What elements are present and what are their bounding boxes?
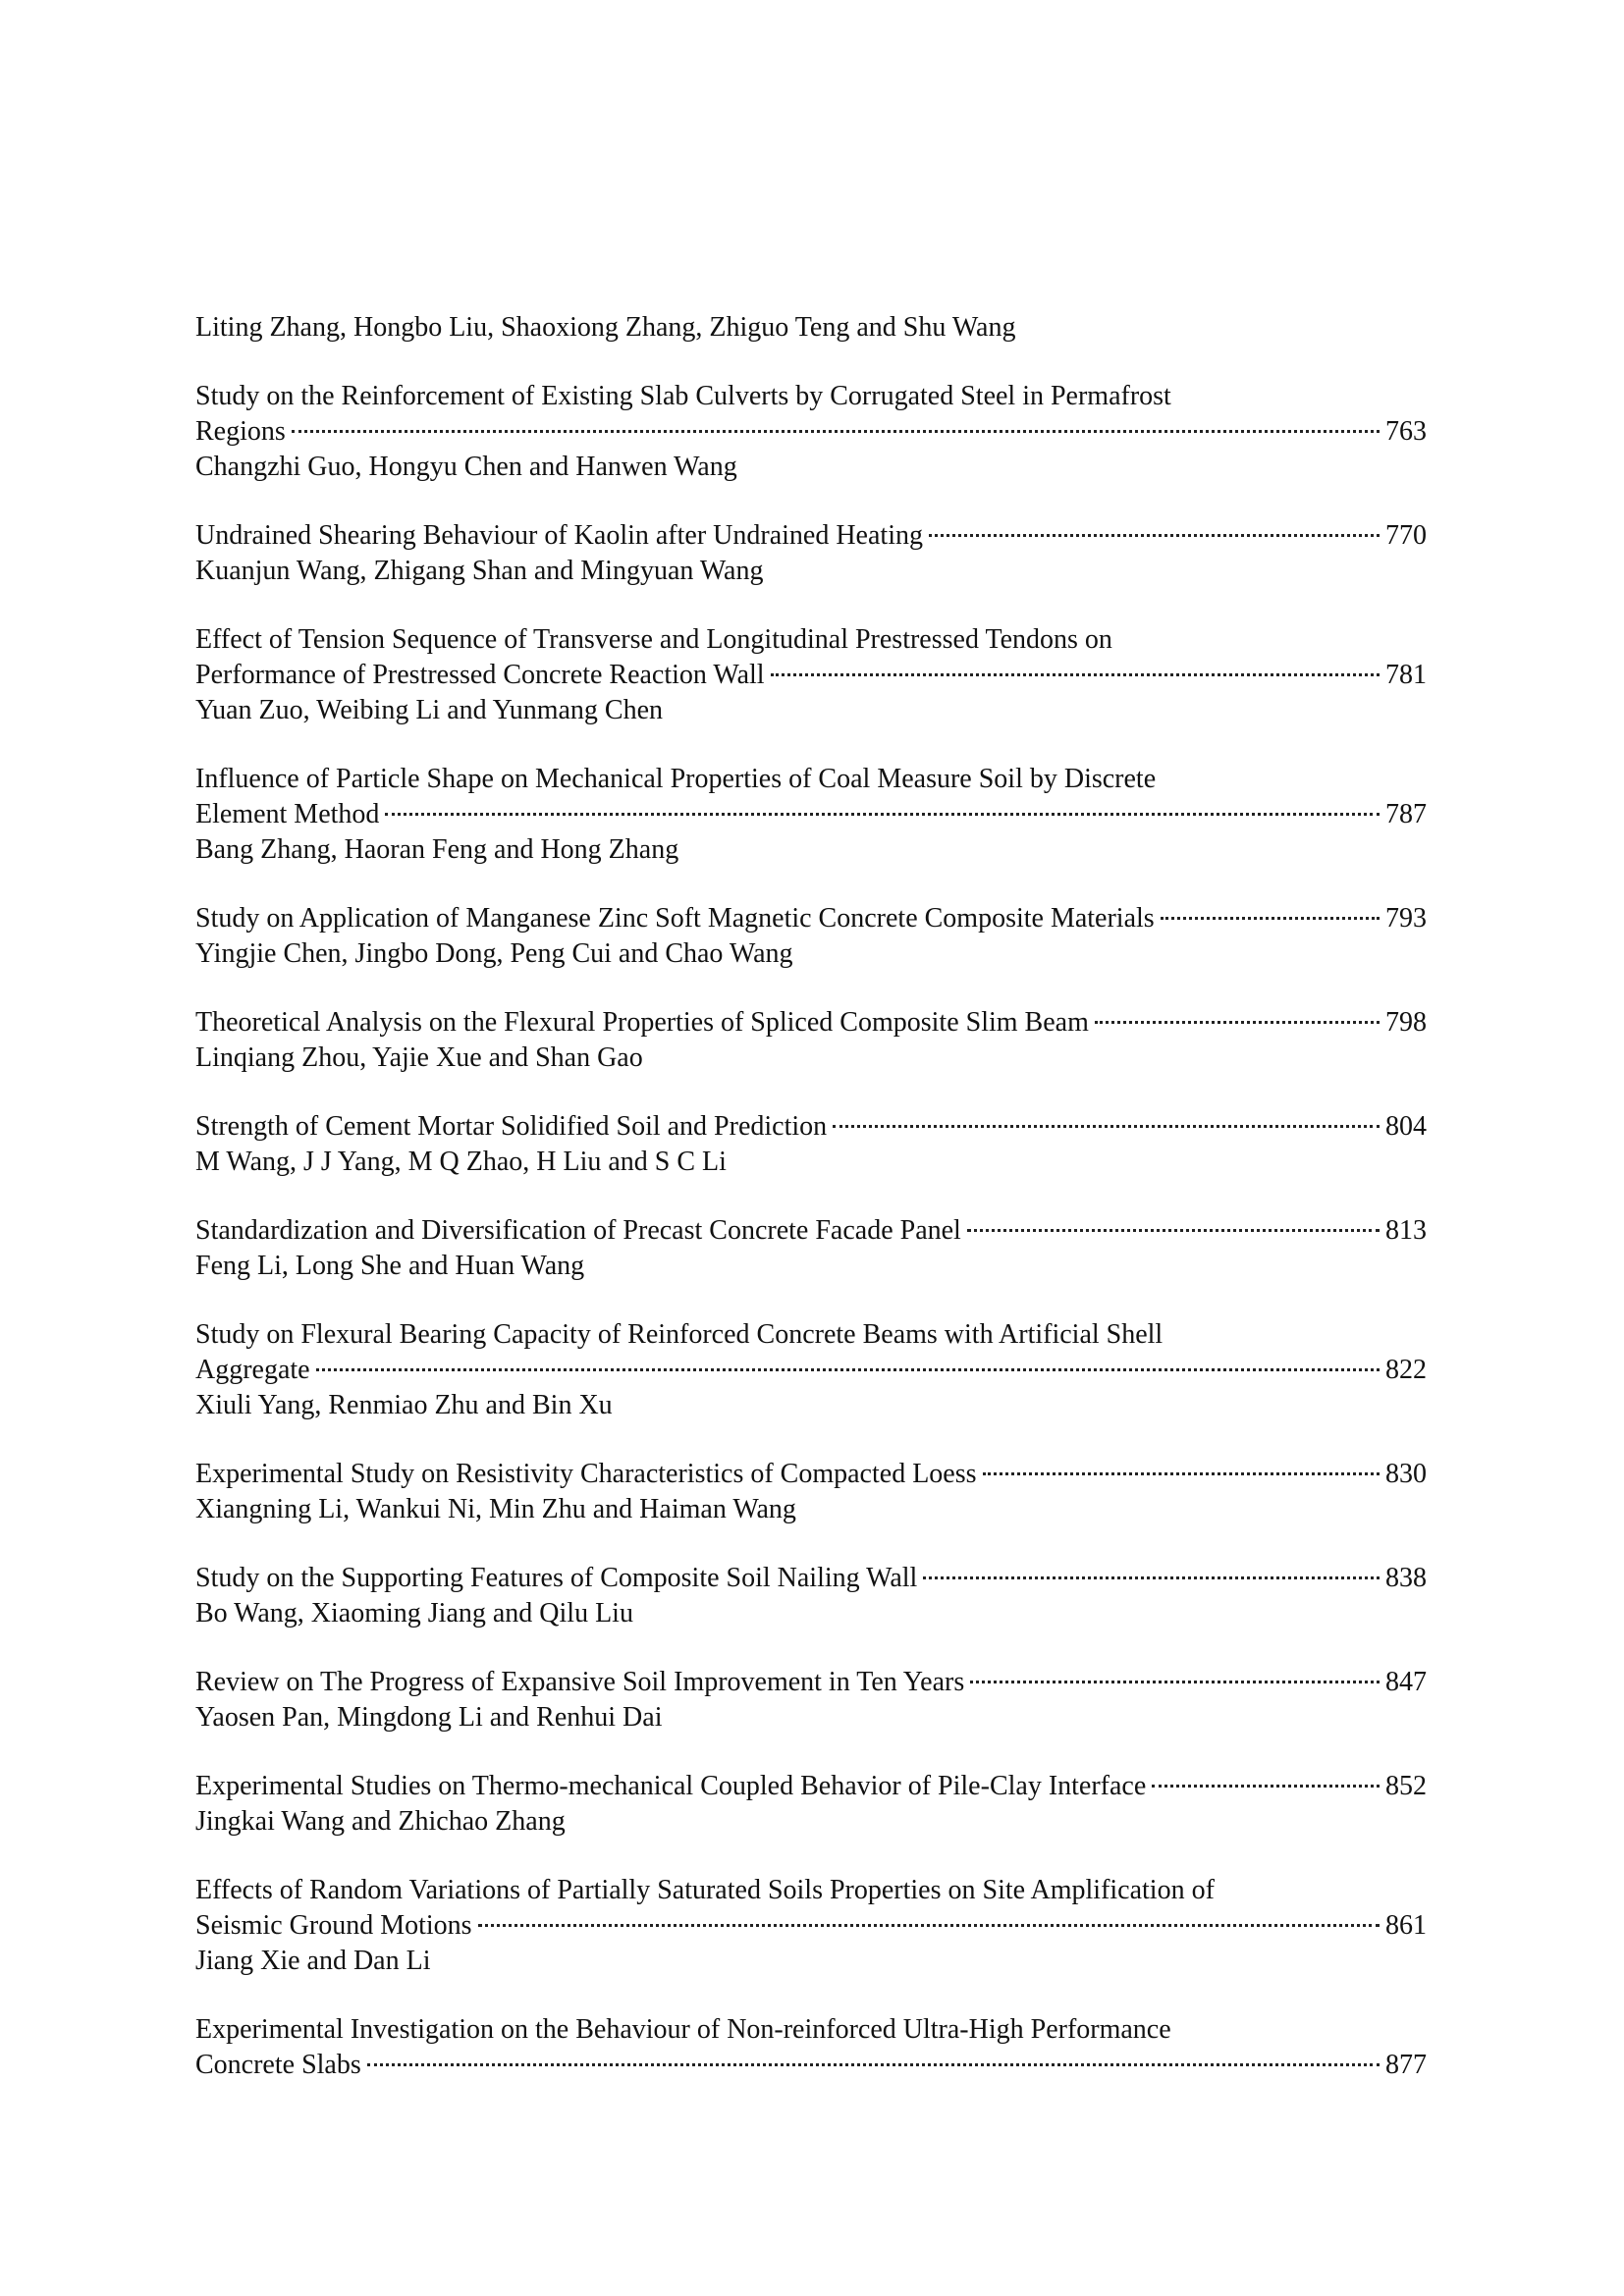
toc-entry — [195, 1213, 1427, 1284]
entry-title-line — [195, 1213, 1427, 1249]
dot-leader — [316, 1368, 1380, 1371]
entry-title-line — [195, 414, 1427, 450]
toc-entry — [195, 1561, 1427, 1631]
page-number: 787 — [1385, 799, 1427, 829]
entry-title: Study on the Supporting Features of Composite Soil Nailing Wall — [195, 1563, 918, 1593]
entry-title-line — [195, 518, 1427, 554]
page-number: 847 — [1385, 1667, 1427, 1697]
entry-title-line — [195, 658, 1427, 693]
toc-entry — [195, 622, 1427, 728]
entry-authors: Changzhi Guo, Hongyu Chen and Hanwen Wang — [195, 452, 737, 482]
entry-title-line: Experimental Investigation on the Behaviour of Non-reinforced Ultra-High Performance — [195, 2014, 1171, 2045]
toc-entry — [195, 379, 1427, 485]
dot-leader — [1152, 1785, 1380, 1788]
entry-authors: Liting Zhang, Hongbo Liu, Shaoxiong Zhang, Zhiguo Teng and Shu Wang — [195, 312, 1016, 343]
entry-title: Standardization and Diversification of Precast Concrete Facade Panel — [195, 1215, 961, 1246]
entry-title: Undrained Shearing Behaviour of Kaolin after Undrained Heating — [195, 520, 923, 551]
page-number: 770 — [1385, 520, 1427, 551]
dot-leader — [1161, 917, 1380, 920]
dot-leader — [929, 534, 1380, 537]
entry-title-line — [195, 1908, 1427, 1944]
entry-authors: Linqiang Zhou, Yajie Xue and Shan Gao — [195, 1042, 643, 1073]
table-of-contents — [195, 310, 1427, 2116]
entry-title-line — [195, 2048, 1427, 2083]
page-number: 822 — [1385, 1355, 1427, 1385]
entry-title: Element Method — [195, 799, 380, 829]
toc-entry — [195, 518, 1427, 589]
page-number: 830 — [1385, 1459, 1427, 1489]
entry-title: Regions — [195, 416, 286, 447]
entry-title-line: Effect of Tension Sequence of Transverse and Longitudinal Prestressed Tendons on — [195, 624, 1112, 655]
entry-authors: Yaosen Pan, Mingdong Li and Renhui Dai — [195, 1702, 663, 1733]
toc-entry — [195, 1769, 1427, 1840]
entry-title-line — [195, 1353, 1427, 1388]
dot-leader — [367, 2063, 1380, 2066]
entry-title-line — [195, 1561, 1427, 1596]
page-number: 798 — [1385, 1007, 1427, 1038]
entry-title: Seismic Ground Motions — [195, 1910, 472, 1941]
entry-title: Strength of Cement Mortar Solidified Soil and Prediction — [195, 1111, 828, 1142]
page-number: 781 — [1385, 660, 1427, 690]
entry-title-line — [195, 901, 1427, 936]
dot-leader — [967, 1229, 1380, 1232]
entry-title-line: Study on the Reinforcement of Existing Slab Culverts by Corrugated Steel in Permafrost — [195, 381, 1171, 411]
entry-title-line — [195, 797, 1427, 832]
dot-leader — [292, 430, 1380, 433]
dot-leader — [833, 1125, 1380, 1128]
page-number: 804 — [1385, 1111, 1427, 1142]
page-number: 877 — [1385, 2050, 1427, 2080]
page-number: 813 — [1385, 1215, 1427, 1246]
toc-entry — [195, 901, 1427, 972]
dot-leader — [983, 1472, 1380, 1475]
toc-entry — [195, 1457, 1427, 1527]
entry-title-line — [195, 1109, 1427, 1145]
toc-entry — [195, 2012, 1427, 2083]
entry-title: Experimental Study on Resistivity Characteristics of Compacted Loess — [195, 1459, 977, 1489]
entry-authors: Xiangning Li, Wankui Ni, Min Zhu and Haiman Wang — [195, 1494, 796, 1524]
entry-title: Theoretical Analysis on the Flexural Properties of Spliced Composite Slim Beam — [195, 1007, 1089, 1038]
entry-title: Concrete Slabs — [195, 2050, 361, 2080]
toc-entry — [195, 1665, 1427, 1735]
entry-title-line: Study on Flexural Bearing Capacity of Reinforced Concrete Beams with Artificial Shell — [195, 1319, 1164, 1350]
entry-authors: Bang Zhang, Haoran Feng and Hong Zhang — [195, 834, 679, 865]
entry-title-line: Influence of Particle Shape on Mechanical Properties of Coal Measure Soil by Discrete — [195, 764, 1157, 794]
entry-authors: Xiuli Yang, Renmiao Zhu and Bin Xu — [195, 1390, 613, 1420]
page-number: 763 — [1385, 416, 1427, 447]
entry-title: Aggregate — [195, 1355, 310, 1385]
entry-title-line: Effects of Random Variations of Partially Saturated Soils Properties on Site Amplification of — [195, 1875, 1215, 1905]
entry-authors: Jiang Xie and Dan Li — [195, 1946, 431, 1976]
dot-leader — [1095, 1021, 1380, 1024]
entry-title-line — [195, 1457, 1427, 1492]
dot-leader — [771, 673, 1380, 676]
toc-entry — [195, 1873, 1427, 1979]
entry-title-line — [195, 1769, 1427, 1804]
dot-leader — [478, 1924, 1380, 1927]
dot-leader — [970, 1681, 1380, 1683]
entry-authors: Feng Li, Long She and Huan Wang — [195, 1251, 585, 1281]
page-number: 793 — [1385, 903, 1427, 934]
entry-authors: Yuan Zuo, Weibing Li and Yunmang Chen — [195, 695, 664, 725]
entry-authors: M Wang, J J Yang, M Q Zhao, H Liu and S C Li — [195, 1147, 727, 1177]
entry-authors: Kuanjun Wang, Zhigang Shan and Mingyuan Wang — [195, 556, 764, 586]
toc-entry — [195, 762, 1427, 868]
dot-leader — [923, 1576, 1380, 1579]
entry-title: Experimental Studies on Thermo-mechanical Coupled Behavior of Pile-Clay Interface — [195, 1771, 1147, 1801]
page-number: 861 — [1385, 1910, 1427, 1941]
page-number: 852 — [1385, 1771, 1427, 1801]
dot-leader — [385, 813, 1380, 816]
toc-entry — [195, 1317, 1427, 1423]
entry-title-line — [195, 1665, 1427, 1700]
entry-authors: Jingkai Wang and Zhichao Zhang — [195, 1806, 566, 1837]
toc-entries — [195, 379, 1427, 2083]
entry-authors: Yingjie Chen, Jingbo Dong, Peng Cui and Chao Wang — [195, 938, 793, 969]
entry-title-line — [195, 1005, 1427, 1041]
toc-entry — [195, 1109, 1427, 1180]
entry-title: Performance of Prestressed Concrete Reaction Wall — [195, 660, 765, 690]
entry-title: Study on Application of Manganese Zinc Soft Magnetic Concrete Composite Materials — [195, 903, 1155, 934]
page-number: 838 — [1385, 1563, 1427, 1593]
entry-authors: Bo Wang, Xiaoming Jiang and Qilu Liu — [195, 1598, 633, 1629]
toc-entry — [195, 1005, 1427, 1076]
entry-title: Review on The Progress of Expansive Soil Improvement in Ten Years — [195, 1667, 965, 1697]
